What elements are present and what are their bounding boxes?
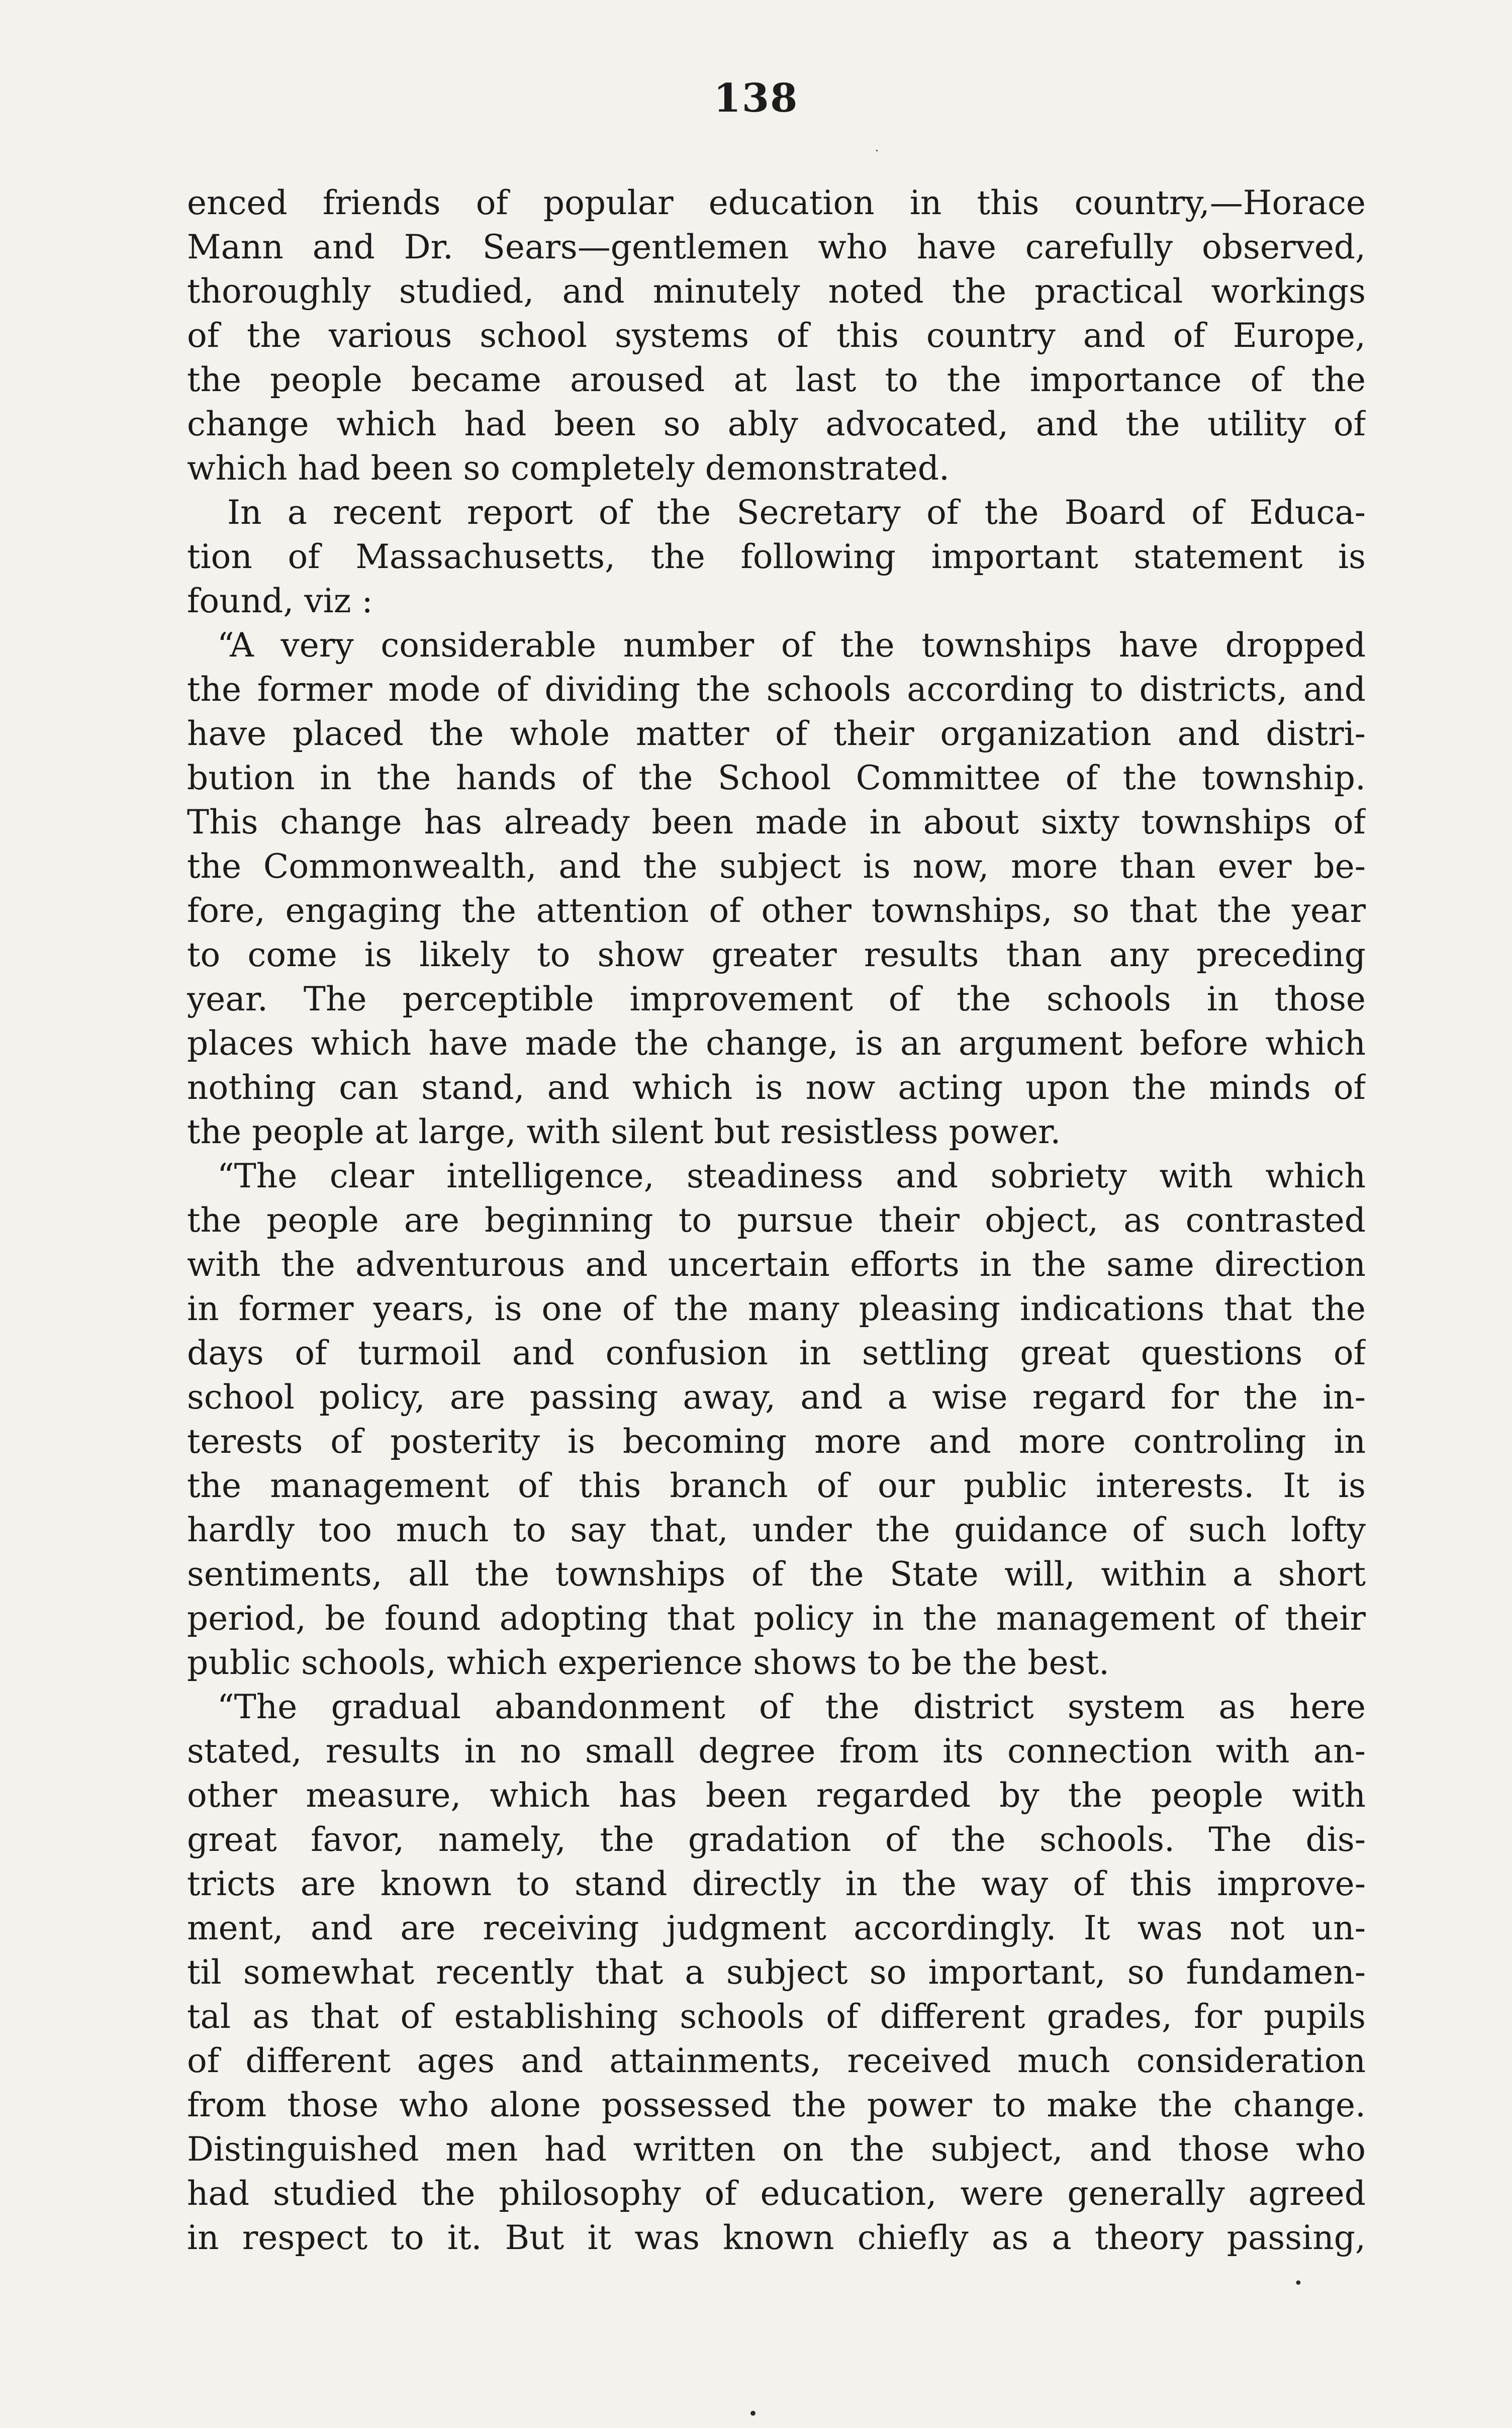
text-line: Mann and Dr. Sears—gentlemen who have carefully observed, [187, 228, 1366, 266]
text-line: the former mode of dividing the schools according to districts, and [187, 670, 1366, 709]
text-line: fore, engaging the attention of other townships, so that the year [187, 891, 1366, 930]
text-line: “A very considerable number of the townships have dropped [217, 626, 1366, 665]
ink-speck: • [748, 2404, 759, 2424]
text-line: the management of this branch of our public interests. It is [187, 1466, 1366, 1505]
text-line: hardly too much to say that, under the guidance of such lofty [187, 1511, 1366, 1549]
text-line: from those who alone possessed the power to make the change. [187, 2086, 1366, 2124]
text-line: In a recent report of the Secretary of the Board of Educa- [227, 493, 1366, 532]
text-line: terests of posterity is becoming more and more controling in [187, 1422, 1366, 1461]
text-line: tal as that of establishing schools of different grades, for pupils [187, 1997, 1366, 2036]
text-line: year. The perceptible improvement of the schools in those [187, 980, 1366, 1018]
text-line: the people became aroused at last to the importance of the [187, 360, 1366, 399]
text-line: sentiments, all the townships of the State will, within a short [187, 1555, 1366, 1594]
text-line: of different ages and attainments, received much consideration [187, 2041, 1366, 2080]
text-line: in former years, is one of the many pleasing indications that the [187, 1289, 1366, 1328]
text-line: of the various school systems of this country and of Europe, [187, 316, 1366, 355]
text-line: days of turmoil and confusion in settling great questions of [187, 1334, 1366, 1372]
text-line: tion of Massachusetts, the following important statement is [187, 537, 1366, 576]
page-number: 138 [713, 75, 799, 121]
text-line: stated, results in no small degree from its connection with an- [187, 1732, 1366, 1770]
text-line: Distinguished men had written on the subject, and those who [187, 2130, 1366, 2169]
text-line: to come is likely to show greater results than any preceding [187, 936, 1366, 974]
text-line: bution in the hands of the School Committee of the township. [187, 759, 1366, 797]
text-line: with the adventurous and uncertain efforts in the same direction [187, 1245, 1366, 1284]
text-line: found, viz : [187, 582, 373, 620]
text-line: tricts are known to stand directly in the way of this improve- [187, 1864, 1366, 1903]
text-line: enced friends of popular education in this country,—Horace [187, 183, 1366, 222]
ink-speck: • [1294, 2275, 1303, 2292]
text-line: “The clear intelligence, steadiness and sobriety with which [217, 1157, 1366, 1195]
text-line: have placed the whole matter of their organization and distri- [187, 714, 1366, 753]
text-line: school policy, are passing away, and a wise regard for the in- [187, 1378, 1366, 1417]
text-line: the Commonwealth, and the subject is now, more than ever be- [187, 847, 1366, 886]
body-text [187, 181, 1366, 2260]
text-line: places which have made the change, is an argument before which [187, 1024, 1366, 1063]
text-line: other measure, which has been regarded by the people with [187, 1776, 1366, 1815]
text-line: the people are beginning to pursue their object, as contrasted [187, 1201, 1366, 1240]
text-line: the people at large, with silent but resistless power. [187, 1112, 1061, 1151]
text-line: in respect to it. But it was known chiefly as a theory passing, [187, 2218, 1366, 2257]
text-line: which had been so completely demonstrated. [187, 449, 950, 488]
text-line: had studied the philosophy of education, were generally agreed [187, 2174, 1366, 2213]
text-line: thoroughly studied, and minutely noted the practical workings [187, 272, 1366, 311]
text-line: ment, and are receiving judgment accordingly. It was not un- [187, 1909, 1366, 1947]
text-line: change which had been so ably advocated, and the utility of [187, 405, 1366, 443]
text-line: period, be found adopting that policy in the management of their [187, 1599, 1366, 1638]
text-line: This change has already been made in about sixty townships of [187, 803, 1366, 842]
text-line: nothing can stand, and which is now acting upon the minds of [187, 1068, 1366, 1107]
text-line: til somewhat recently that a subject so important, so fundamen- [187, 1953, 1366, 1992]
ink-speck: ˙ [874, 148, 880, 163]
text-line: “The gradual abandonment of the district system as here [217, 1688, 1366, 1726]
text-line: great favor, namely, the gradation of the schools. The dis- [187, 1820, 1366, 1859]
text-line: public schools, which experience shows to be the best. [187, 1643, 1110, 1682]
